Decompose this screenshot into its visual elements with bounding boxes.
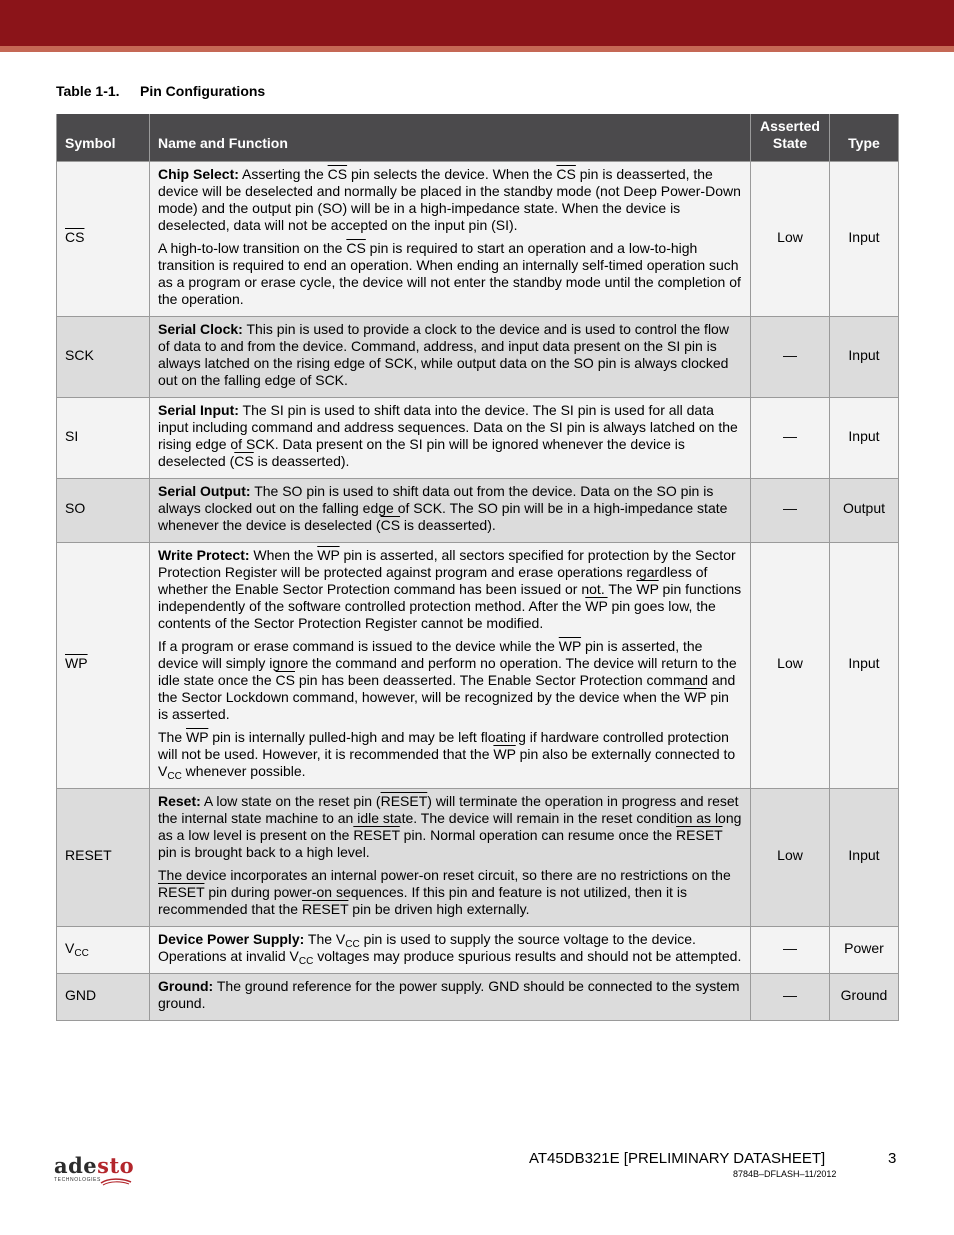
- table-row: [57, 317, 899, 398]
- function-paragraph: A high-to-low transition on the $\overline{CS}$ pin is required to start an operation and a low-to-high transition is required to end an operation. When ending an internally self-timed operation such as a program or erase cycle, the device will not enter the standby mode until the completion of the operation.: [158, 240, 741, 307]
- top-banner: [0, 0, 954, 46]
- function-paragraph: Serial Clock: This pin is used to provide a clock to the device and is used to control the flow of data to and from the device. Command, address, and input data present on the SI pin is always latched on the rising edge of SCK, while output data on the SO pin is always clocked out on the falling edge of SCK.: [158, 321, 729, 388]
- pin-type: Input: [830, 317, 899, 398]
- pin-type: Input: [830, 789, 899, 927]
- table-caption: [56, 83, 265, 99]
- function-paragraph: The device incorporates an internal power-on reset circuit, so there are no restrictions on the RESET pin during power-on sequences. If this pin and feature is not utilized, then it is recommended that the RESET pin be driven high externally.: [158, 867, 731, 917]
- pin-asserted-state: —: [751, 398, 830, 479]
- logo-wordmark: adesto: [54, 1153, 135, 1178]
- table-row: [57, 398, 899, 479]
- pin-symbol: $V_{CC}$: [57, 927, 150, 974]
- pin-asserted-state: —: [751, 317, 830, 398]
- pin-asserted-state: —: [751, 974, 830, 1021]
- pin-function: [150, 317, 751, 398]
- pin-symbol: $\overline{WP}$: [57, 543, 150, 789]
- pin-type: Input: [830, 398, 899, 479]
- pin-function: [150, 927, 751, 974]
- pin-function: [150, 974, 751, 1021]
- adesto-logo: [54, 1155, 144, 1191]
- function-paragraph: If a program or erase command is issued to the device while the $\overline{WP}$ pin is asserted, the device will simply ignore the command and perform no operation. The device will return to the idle state once the $\overline{CS}$ pin has been deasserted. The Enable Sector Protection command and the Sector Lockdown command, however, will be recognized by the device when the $\overline{WP}$ pin is asserted.: [158, 638, 737, 722]
- footer-page-number: 3: [888, 1150, 897, 1167]
- function-paragraph: Device Power Supply: The $V_{CC}$ pin is used to supply the source voltage to the device. Operations at invalid $V_{CC}$ voltages may produce spurious results and should not be attempted.: [158, 931, 742, 967]
- footer-document-code: 8784B–DFLASH–11/2012: [733, 1169, 837, 1179]
- pin-type: Input: [830, 543, 899, 789]
- function-paragraph: Ground: The ground reference for the power supply. GND should be connected to the system ground.: [158, 978, 740, 1011]
- pin-function: [150, 479, 751, 543]
- table-row: [57, 927, 899, 974]
- logo-swoosh-icon: [100, 1177, 132, 1187]
- header-symbol: Symbol: [57, 114, 150, 162]
- pin-function: [150, 398, 751, 479]
- table-number: Table 1-1.: [56, 83, 120, 99]
- pin-function: [150, 162, 751, 317]
- table-header-row: [57, 114, 899, 162]
- pin-asserted-state: Low: [751, 789, 830, 927]
- pin-asserted-state: Low: [751, 162, 830, 317]
- pin-type: Ground: [830, 974, 899, 1021]
- logo-subtitle: TECHNOLOGIES: [54, 1177, 101, 1183]
- pin-symbol: SCK: [57, 317, 150, 398]
- pin-symbol: SI: [57, 398, 150, 479]
- function-paragraph: Serial Output: The SO pin is used to shift data out from the device. Data on the SO pin is always clocked out on the falling edge of SCK. The SO pin will be in a high-impedance state whenever the device is deselected ($\overline{CS}$ is deasserted).: [158, 483, 728, 533]
- pin-symbol: GND: [57, 974, 150, 1021]
- pin-function: [150, 543, 751, 789]
- table-row: [57, 479, 899, 543]
- pin-symbol: $\overline{CS}$: [57, 162, 150, 317]
- table-row: [57, 162, 899, 317]
- table-body: [57, 162, 899, 1021]
- pin-asserted-state: —: [751, 927, 830, 974]
- table-row: [57, 543, 899, 789]
- pin-function: [150, 789, 751, 927]
- pin-asserted-state: —: [751, 479, 830, 543]
- header-type: Type: [830, 114, 899, 162]
- header-asserted-state: Asserted State: [751, 114, 830, 162]
- table-title: Pin Configurations: [140, 83, 266, 99]
- footer-document-title: AT45DB321E [PRELIMINARY DATASHEET]: [529, 1150, 826, 1167]
- function-paragraph: Chip Select: Asserting the $\overline{CS}$ pin selects the device. When the $\overline{CS}$ pin is deasserted, the device will be deselected and normally be placed in the standby mode (not Deep Power-Down mode) and the output pin (SO) will be in a high-impedance state. When the device is deselected, data will not be accepted on the input pin (SI).: [158, 166, 741, 233]
- pin-symbol: SO: [57, 479, 150, 543]
- pin-symbol: RESET: [57, 789, 150, 927]
- function-paragraph: Reset: A low state on the reset pin (RESET) will terminate the operation in progress and reset the internal state machine to an idle state. The device will remain in the reset condition as long as a low level is present on the RESET pin. Normal operation can resume once the RESET pin is brought back to a high level.: [158, 793, 742, 860]
- pin-asserted-state: Low: [751, 543, 830, 789]
- pin-type: Output: [830, 479, 899, 543]
- pin-configurations-table: [56, 114, 899, 1021]
- pin-type: Power: [830, 927, 899, 974]
- table-row: [57, 974, 899, 1021]
- function-paragraph: The $\overline{WP}$ pin is internally pulled-high and may be left floating if hardware controlled protection will not be used. However, it is recommended that the $\overline{WP}$ pin also be externally connected to $V_{CC}$ whenever possible.: [158, 729, 736, 782]
- header-name-function: Name and Function: [150, 114, 751, 162]
- function-paragraph: Serial Input: The SI pin is used to shift data into the device. The SI pin is used for all data input including command and address sequences. Data on the SI pin is always latched on the rising edge of SCK. Data present on the SI pin will be ignored whenever the device is deselected ($\overline{CS}$ is deasserted).: [158, 402, 738, 469]
- table-row: [57, 789, 899, 927]
- top-banner-stripe: [0, 46, 954, 52]
- function-paragraph: Write Protect: When the $\overline{WP}$ pin is asserted, all sectors specified for protection by the Sector Protection Register will be protected against program and erase operations regardless of whether the Enable Sector Protection command has been issued or not. The $\overline{WP}$ pin functions independently of the software controlled protection method. After the $\overline{WP}$ pin goes low, the contents of the Sector Protection Register cannot be modified.: [158, 547, 742, 631]
- pin-type: Input: [830, 162, 899, 317]
